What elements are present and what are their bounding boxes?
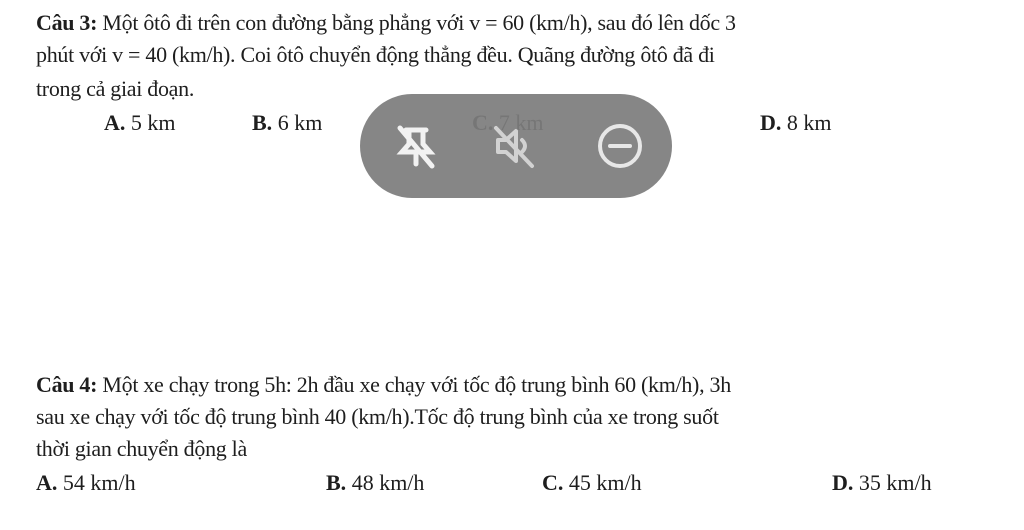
question-4-option-b bbox=[326, 470, 424, 496]
media-overlay-toolbar bbox=[360, 94, 672, 198]
question-4-option-c bbox=[542, 470, 642, 496]
option-key: D. bbox=[832, 470, 854, 495]
question-3-line-1 bbox=[36, 10, 736, 36]
option-text: 6 km bbox=[277, 110, 323, 135]
option-text: 48 km/h bbox=[351, 470, 425, 495]
question-4-option-d bbox=[832, 470, 932, 496]
question-4-text-2: sau xe chạy với tốc độ trung bình 40 (km/h).Tốc độ trung bình của xe trong suốt bbox=[36, 404, 719, 429]
option-text: 5 km bbox=[130, 110, 176, 135]
question-4-text-3: thời gian chuyển động là bbox=[36, 436, 247, 461]
option-text: 54 km/h bbox=[62, 470, 136, 495]
question-4-option-a bbox=[36, 470, 136, 496]
volume-muted-icon[interactable] bbox=[488, 120, 540, 172]
unpin-icon[interactable] bbox=[390, 120, 442, 172]
option-text: 45 km/h bbox=[568, 470, 642, 495]
question-3-label: Câu 3: bbox=[36, 10, 98, 35]
option-key: D. bbox=[760, 110, 782, 135]
question-4-line-1 bbox=[36, 372, 731, 398]
question-3-text-3: trong cả giai đoạn. bbox=[36, 76, 195, 101]
minus-circle-icon[interactable] bbox=[594, 120, 646, 172]
question-3-option-a bbox=[104, 110, 176, 136]
question-3-option-b bbox=[252, 110, 322, 136]
question-3-option-d bbox=[760, 110, 832, 136]
option-key: C. bbox=[542, 470, 564, 495]
question-3-text-1: Một ôtô đi trên con đường bằng phẳng với v = 60 (km/h), sau đó lên dốc 3 bbox=[102, 10, 736, 35]
option-key: B. bbox=[252, 110, 273, 135]
option-key: B. bbox=[326, 470, 347, 495]
option-text: 35 km/h bbox=[858, 470, 932, 495]
question-3-text-2: phút với v = 40 (km/h). Coi ôtô chuyển động thẳng đều. Quãng đường ôtô đã đi bbox=[36, 42, 715, 67]
option-text: 8 km bbox=[786, 110, 832, 135]
question-4-label: Câu 4: bbox=[36, 372, 98, 397]
option-key: A. bbox=[104, 110, 126, 135]
option-key: A. bbox=[36, 470, 58, 495]
question-4-text-1: Một xe chạy trong 5h: 2h đầu xe chạy với tốc độ trung bình 60 (km/h), 3h bbox=[102, 372, 731, 397]
